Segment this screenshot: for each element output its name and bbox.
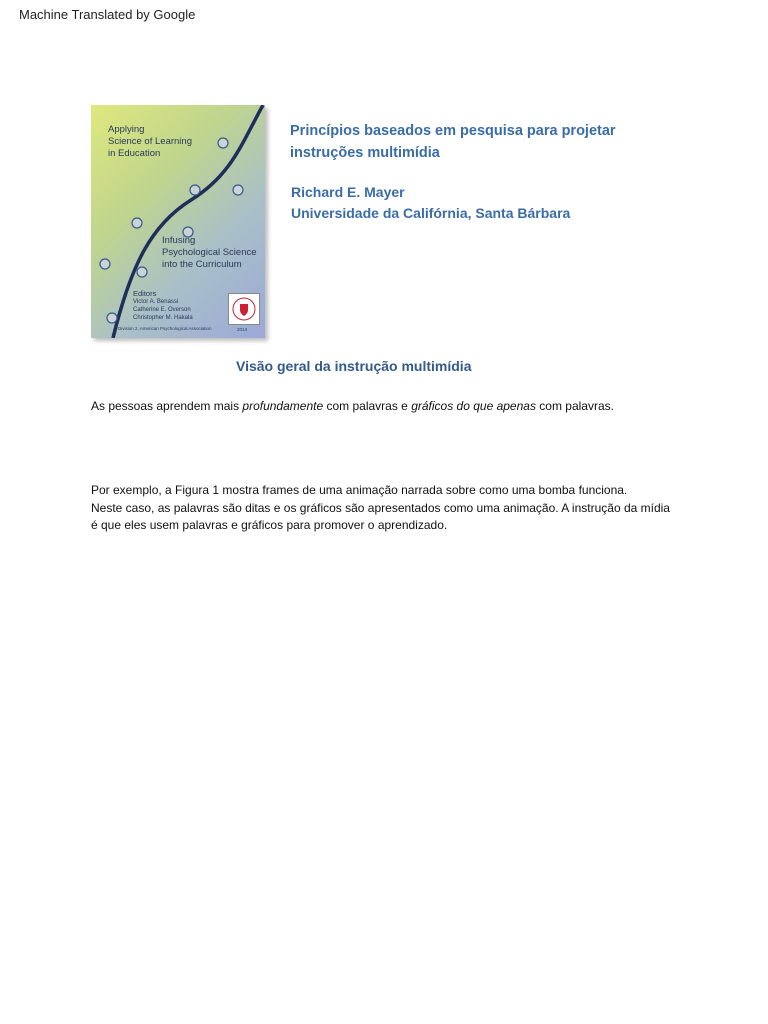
book-cover-image xyxy=(91,105,265,338)
emphasis-text: gráficos do que apenas xyxy=(411,399,536,413)
author-affiliation: Universidade da Califórnia, Santa Bárbara xyxy=(291,205,571,221)
author-block xyxy=(291,182,570,224)
paragraph-intro xyxy=(91,398,614,414)
publisher-seal-icon xyxy=(228,293,260,325)
chapter-title-line: instruções multimídia xyxy=(290,145,440,161)
paragraph-line: é que eles usem palavras e gráficos para promover o aprendizado. xyxy=(91,518,448,532)
emphasis-text: profundamente xyxy=(242,399,324,413)
text-run: com palavras. xyxy=(535,399,614,413)
machine-translated-banner: Machine Translated by Google xyxy=(19,7,196,22)
author-name: Richard E. Mayer xyxy=(291,184,405,200)
text-run: As pessoas aprendem mais xyxy=(91,399,243,413)
cover-editor: Catherine E. Overson xyxy=(133,307,191,313)
cover-editors-list xyxy=(133,298,193,322)
cover-editor: Victor A. Benassi xyxy=(133,299,179,305)
cover-editors-heading: Editors xyxy=(133,289,157,298)
chapter-title-line: Princípios baseados em pesquisa para projetar xyxy=(290,123,616,139)
section-heading: Visão geral da instrução multimídia xyxy=(236,358,472,374)
cover-footer: Division 2, American Psychological Association xyxy=(118,326,212,331)
cover-editor: Christopher M. Hakala xyxy=(133,315,193,321)
paragraph-example xyxy=(91,482,670,535)
cover-subtitle: Infusing Psychological Science into the Curriculum xyxy=(162,235,257,270)
paragraph-line: Por exemplo, a Figura 1 mostra frames de uma animação narrada sobre como uma bomba funciona. xyxy=(91,483,628,497)
chapter-title xyxy=(290,120,616,164)
paragraph-line: Neste caso, as palavras são ditas e os gráficos são apresentados como uma animação. A instrução da mídia xyxy=(91,500,670,515)
cover-title: Applying Science of Learning in Education xyxy=(108,124,192,159)
cover-year: 2014 xyxy=(237,327,248,332)
text-run: com palavras e xyxy=(323,399,412,413)
